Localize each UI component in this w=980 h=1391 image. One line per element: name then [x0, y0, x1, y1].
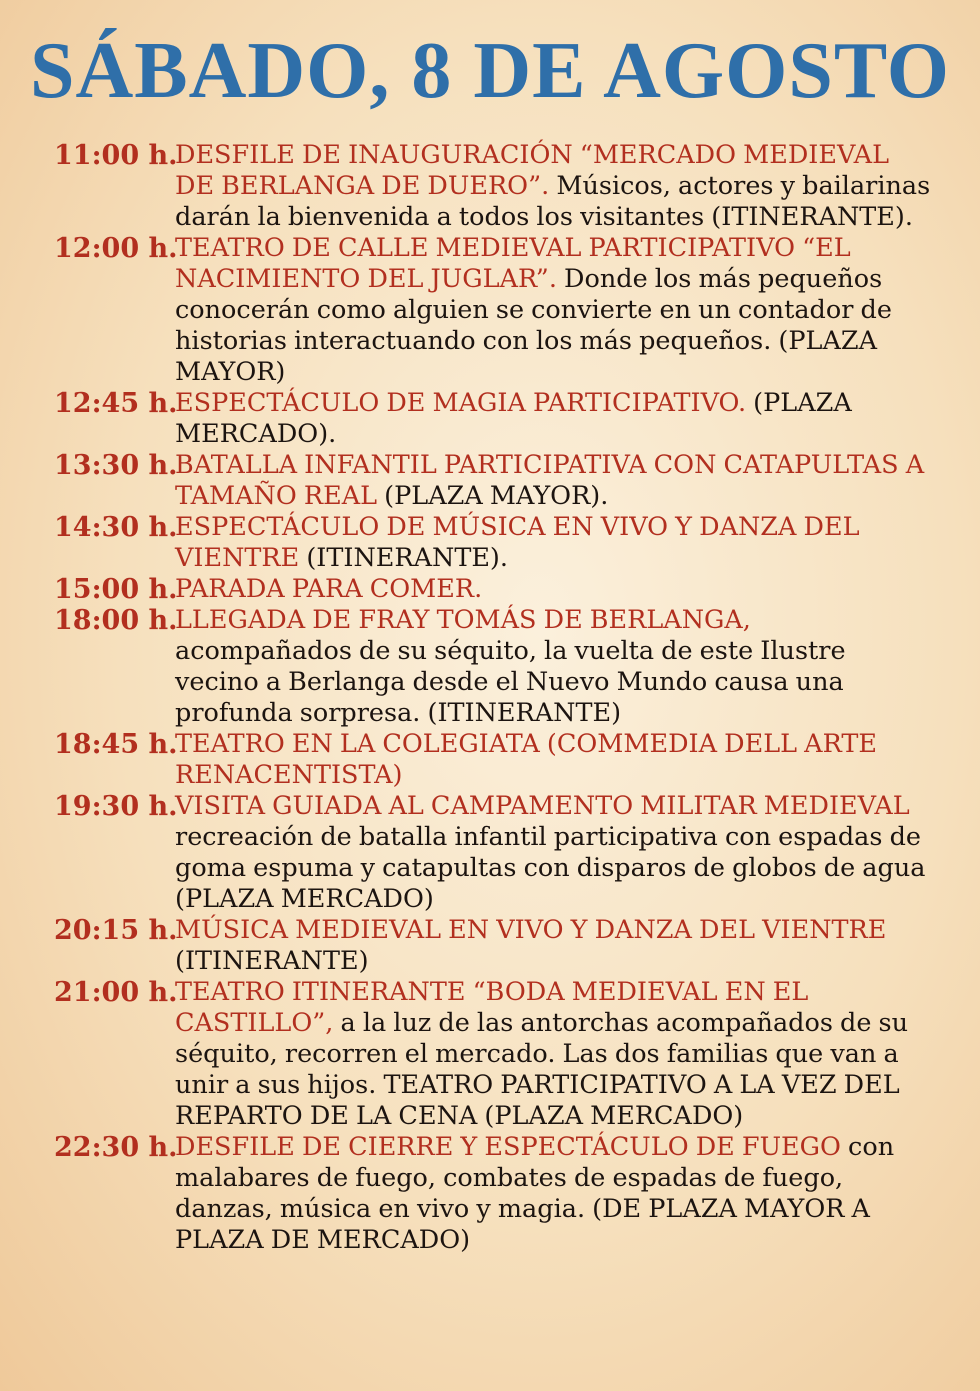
schedule-entry — [54, 574, 934, 605]
schedule-entry — [54, 450, 934, 512]
event-title: PARADA PARA COMER. — [175, 574, 483, 604]
event-text — [175, 729, 934, 791]
schedule-entry — [54, 388, 934, 450]
event-description: acompañados de su séquito, la vuelta de este Ilustre vecino a Berlanga desde el Nuevo Mundo causa una profunda sorpresa. (ITINERANTE) — [175, 636, 846, 728]
event-time: 21:00 h. — [54, 977, 178, 1008]
event-text — [175, 1132, 934, 1256]
event-time: 11:00 h. — [54, 140, 178, 171]
event-title: LLEGADA DE FRAY TOMÁS DE BERLANGA, — [175, 605, 751, 635]
event-time: 18:45 h. — [54, 729, 178, 760]
schedule-entry — [54, 977, 934, 1132]
event-title: DESFILE DE INAUGURACIÓN “MERCADO MEDIEVAL DE BERLANGA DE DUERO”. — [175, 140, 890, 201]
schedule-entry — [54, 140, 934, 233]
event-description: (ITINERANTE). — [299, 543, 508, 573]
schedule-entry — [54, 512, 934, 574]
event-time: 13:30 h. — [54, 450, 178, 481]
event-title: VISITA GUIADA AL CAMPAMENTO MILITAR MEDIEVAL — [175, 791, 910, 821]
event-description: con malabares de fuego, combates de espadas de fuego, danzas, música en vivo y magia. (DE PLAZA MAYOR A PLAZA DE MERCADO) — [175, 1132, 895, 1255]
event-text — [175, 140, 934, 233]
schedule-entry — [54, 1132, 934, 1256]
event-title: TEATRO DE CALLE MEDIEVAL PARTICIPATIVO “EL NACIMIENTO DEL JUGLAR”. — [175, 233, 851, 294]
event-description: (PLAZA MAYOR). — [377, 481, 609, 511]
schedule-list — [54, 140, 934, 1256]
event-description: (PLAZA MERCADO). — [175, 388, 852, 449]
event-time: 15:00 h. — [54, 574, 178, 605]
event-text — [175, 915, 934, 977]
event-time: 12:00 h. — [54, 233, 178, 264]
event-description: recreación de batalla infantil participativa con espadas de goma espuma y catapultas con disparos de globos de agua (PLAZA MERCADO) — [175, 822, 926, 914]
event-title: DESFILE DE CIERRE Y ESPECTÁCULO DE FUEGO — [175, 1132, 841, 1162]
event-text — [175, 388, 934, 450]
schedule-entry — [54, 791, 934, 915]
schedule-entry — [54, 729, 934, 791]
event-text — [175, 977, 934, 1132]
event-text — [175, 512, 934, 574]
event-description: Donde los más pequeños conocerán como alguien se convierte en un contador de historias interactuando con los más pequeños. (PLAZA MAYOR) — [175, 264, 892, 387]
event-description: Músicos, actores y bailarinas darán la bienvenida a todos los visitantes (ITINERANTE). — [175, 171, 931, 232]
event-time: 19:30 h. — [54, 791, 178, 822]
event-time: 14:30 h. — [54, 512, 178, 543]
event-text — [175, 450, 934, 512]
event-title: TEATRO EN LA COLEGIATA (COMMEDIA DELL ARTE RENACENTISTA) — [175, 729, 877, 790]
page-title: SÁBADO, 8 DE AGOSTO — [30, 27, 950, 115]
event-title: ESPECTÁCULO DE MÚSICA EN VIVO Y DANZA DEL VIENTRE — [175, 512, 860, 573]
event-text — [175, 791, 934, 915]
event-time: 18:00 h. — [54, 605, 178, 636]
event-time: 12:45 h. — [54, 388, 178, 419]
schedule-entry — [54, 605, 934, 729]
event-description: (ITINERANTE) — [175, 946, 369, 976]
event-time: 20:15 h. — [54, 915, 178, 946]
event-title: ESPECTÁCULO DE MAGIA PARTICIPATIVO. — [175, 388, 747, 418]
event-text — [175, 233, 934, 388]
event-title: BATALLA INFANTIL PARTICIPATIVA CON CATAPULTAS A TAMAÑO REAL — [175, 450, 925, 511]
schedule-entry — [54, 915, 934, 977]
event-text — [175, 574, 934, 605]
event-description: a la luz de las antorchas acompañados de su séquito, recorren el mercado. Las dos familias que van a unir a sus hijos. TEATRO PARTICIPATIVO A LA VEZ DEL REPARTO DE LA CENA (PLAZA MERCADO) — [175, 1008, 909, 1131]
event-time: 22:30 h. — [54, 1132, 178, 1163]
event-title: MÚSICA MEDIEVAL EN VIVO Y DANZA DEL VIENTRE — [175, 915, 887, 945]
event-title: TEATRO ITINERANTE “BODA MEDIEVAL EN EL CASTILLO”, — [175, 977, 809, 1038]
event-text — [175, 605, 934, 729]
schedule-entry — [54, 233, 934, 388]
